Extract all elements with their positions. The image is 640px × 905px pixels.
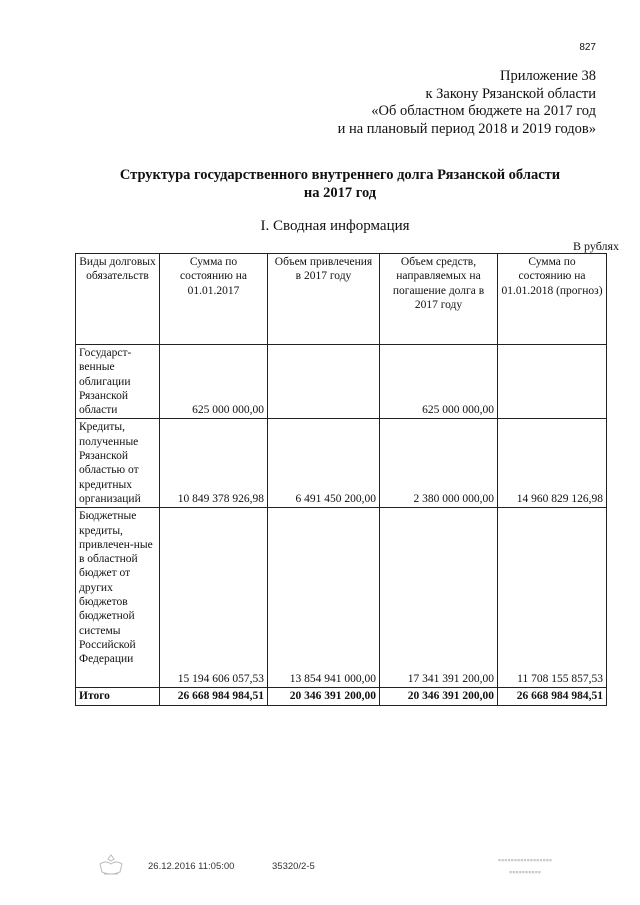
appendix-line: «Об областном бюджете на 2017 год bbox=[371, 103, 596, 119]
end-amount-cell: 14 960 829 126,98 bbox=[498, 419, 607, 508]
units-label: В рублях bbox=[573, 239, 620, 253]
emblem-icon bbox=[94, 852, 128, 880]
column-header: Виды долговых обязательств bbox=[76, 254, 160, 345]
table-header-row bbox=[76, 254, 607, 345]
appendix-line: и на плановый период 2018 и 2019 годов» bbox=[337, 120, 596, 137]
column-header: Объем привлечения в 2017 году bbox=[268, 254, 380, 345]
faded-stamp bbox=[450, 854, 600, 878]
page-number: 827 bbox=[579, 42, 596, 53]
appendix-line: Приложение 38 bbox=[500, 68, 596, 84]
start-amount-cell: 625 000 000,00 bbox=[160, 345, 268, 419]
stamp-line: ▪▪▪▪▪▪▪▪▪▪ bbox=[509, 867, 541, 877]
title-line: на 2017 год bbox=[303, 185, 377, 201]
title-line: Структура государственного внутреннего долга Рязанской области bbox=[119, 167, 561, 183]
column-header: Сумма по состоянию на 01.01.2018 (прогноз) bbox=[498, 254, 607, 345]
end-amount-cell: 11 708 155 857,53 bbox=[498, 508, 607, 688]
document-title bbox=[80, 166, 600, 202]
table-row bbox=[76, 419, 607, 508]
repaid-amount-cell: 625 000 000,00 bbox=[380, 345, 498, 419]
start-amount-cell: 10 849 378 926,98 bbox=[160, 419, 268, 508]
section-title: I. Сводная информация bbox=[260, 218, 410, 234]
column-header: Объем средств, направляемых на погашение долга в 2017 году bbox=[380, 254, 498, 345]
debt-kind-cell: Кредиты, полученные Рязанской областью от кредитных организаций bbox=[76, 419, 160, 508]
end-amount-cell bbox=[498, 345, 607, 419]
repaid-amount-cell: 17 341 391 200,00 bbox=[380, 508, 498, 688]
stamp-line: ▪▪▪▪▪▪▪▪▪▪▪▪▪▪▪▪▪ bbox=[497, 855, 553, 865]
debt-table bbox=[75, 253, 607, 706]
table-row bbox=[76, 508, 607, 688]
appendix-line: к Закону Рязанской области bbox=[425, 85, 596, 102]
repaid-amount-cell: 2 380 000 000,00 bbox=[380, 419, 498, 508]
footer-date: 26.12.2016 11:05:00 bbox=[148, 861, 235, 872]
total-label: Итого bbox=[76, 688, 160, 705]
appendix-header bbox=[236, 68, 596, 138]
debt-kind-cell: Бюджетные кредиты, привлечен-ные в областной бюджет от других бюджетов бюджетной системы Российской Федерации bbox=[76, 508, 160, 688]
total-row bbox=[76, 688, 607, 705]
total-repaid: 20 346 391 200,00 bbox=[380, 688, 498, 705]
total-raised: 20 346 391 200,00 bbox=[268, 688, 380, 705]
start-amount-cell: 15 194 606 057,53 bbox=[160, 508, 268, 688]
total-start: 26 668 984 984,51 bbox=[160, 688, 268, 705]
debt-kind-cell: Государст-венные облигации Рязанской области bbox=[76, 345, 160, 419]
footer-code: 35320/2-5 bbox=[272, 861, 315, 872]
raised-amount-cell bbox=[268, 345, 380, 419]
raised-amount-cell: 6 491 450 200,00 bbox=[268, 419, 380, 508]
total-end: 26 668 984 984,51 bbox=[498, 688, 607, 705]
raised-amount-cell: 13 854 941 000,00 bbox=[268, 508, 380, 688]
table-row bbox=[76, 345, 607, 419]
column-header: Сумма по состоянию на 01.01.2017 bbox=[160, 254, 268, 345]
